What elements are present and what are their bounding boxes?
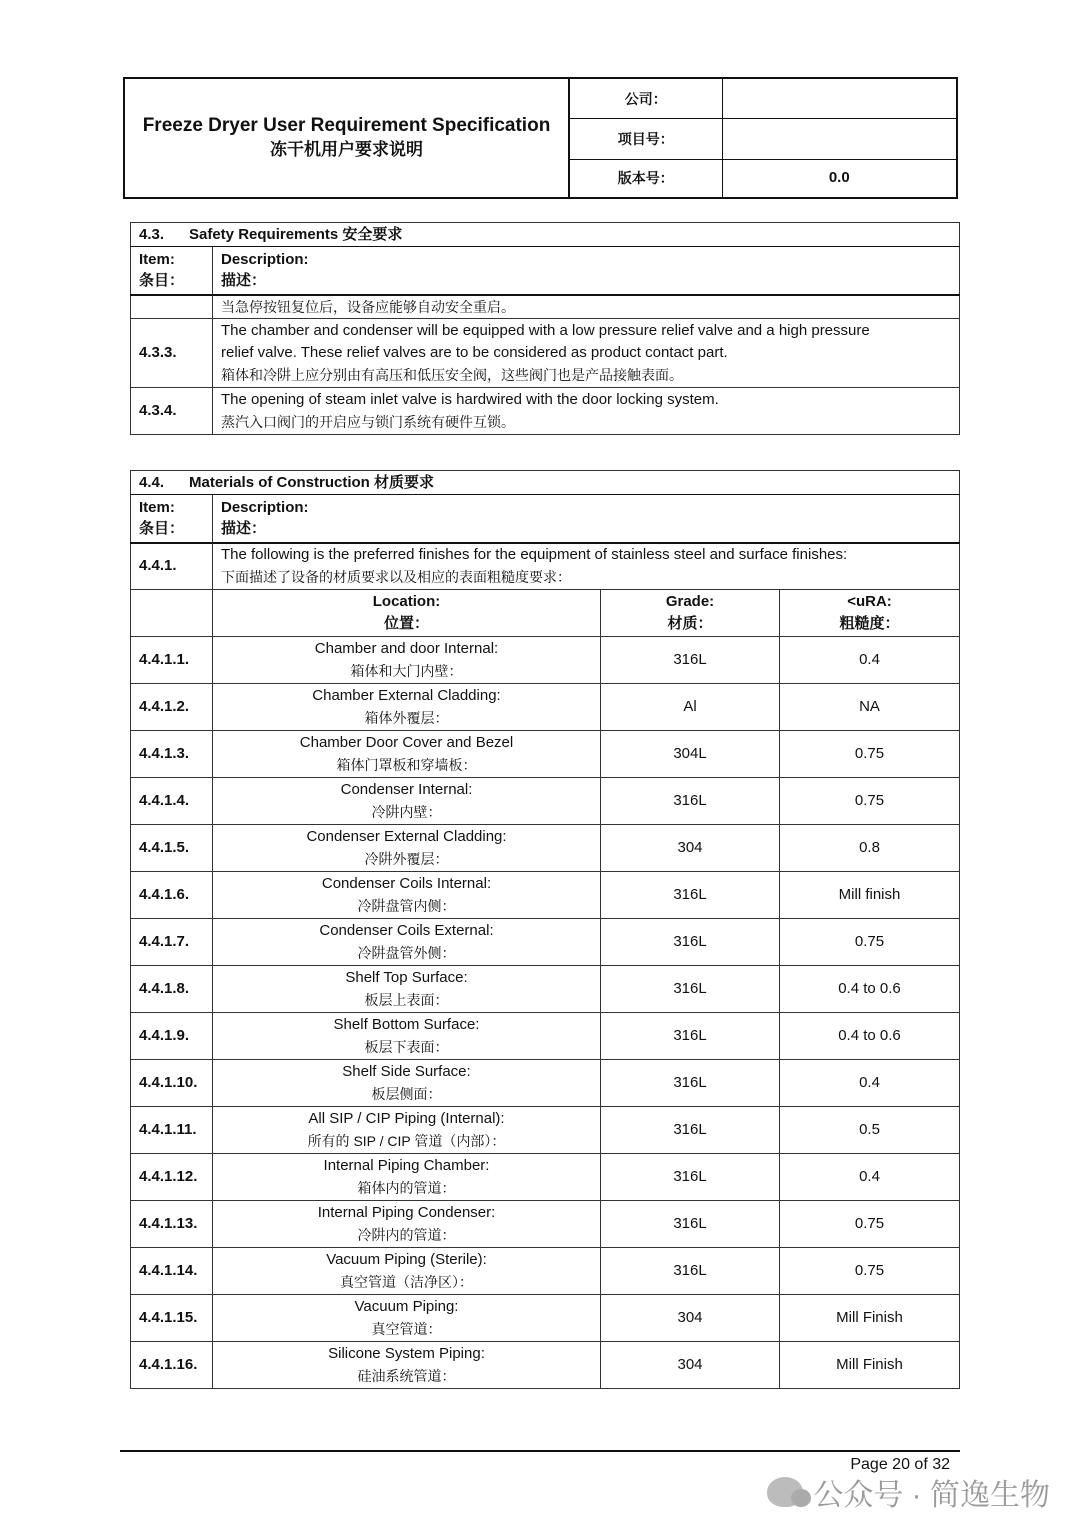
location-cell	[213, 1201, 601, 1248]
item-number: 4.4.1.3.	[131, 731, 213, 778]
table-row	[131, 1342, 960, 1389]
grade-cell: 304	[601, 1342, 780, 1389]
document-title	[124, 78, 569, 198]
page-number: Page 20 of 32	[850, 1456, 950, 1473]
grade-cell: 316L	[601, 1013, 780, 1060]
section-number: 4.3.	[139, 225, 165, 243]
ura-cell: 0.5	[780, 1107, 960, 1154]
item-number: 4.4.1.16.	[131, 1342, 213, 1389]
section-number: 4.4.	[139, 473, 165, 491]
location-cn: 真空管道：	[371, 1321, 442, 1337]
item-header	[131, 495, 213, 543]
description-line: 箱体和冷阱上应分别由有高压和低压安全阀，这些阀门也是产品接触表面。	[221, 367, 683, 383]
location-cn: 冷阱内壁：	[371, 804, 442, 820]
grade-cell: 316L	[601, 1154, 780, 1201]
table-row	[131, 731, 960, 778]
location-en: Chamber Door Cover and Bezel	[299, 734, 514, 751]
intro-en: The following is the preferred finishes for the equipment of stainless steel and surface finishes:	[221, 546, 848, 564]
ura-cell: 0.4	[780, 637, 960, 684]
location-cell	[213, 1060, 601, 1107]
title-cn: 冻干机用户要求说明	[270, 140, 423, 159]
location-cn: 板层上表面：	[364, 992, 449, 1008]
grade-cell: 304	[601, 825, 780, 872]
grade-cell: 316L	[601, 1201, 780, 1248]
location-cell	[213, 825, 601, 872]
ura-cell: Mill Finish	[780, 1295, 960, 1342]
version-value: 0.0	[722, 159, 957, 198]
version-label: 版本号：	[569, 159, 722, 198]
table-row	[131, 319, 960, 388]
section-title-text: Materials of Construction 材质要求	[189, 473, 435, 491]
grade-cell: 316L	[601, 919, 780, 966]
section-title	[131, 223, 960, 247]
location-en: Condenser Coils External:	[319, 922, 494, 939]
item-header-cn: 条目：	[139, 520, 185, 538]
section-title-text: Safety Requirements 安全要求	[189, 225, 403, 243]
ura-cell: 0.75	[780, 778, 960, 825]
location-cn: 箱体门罩板和穿墙板：	[336, 757, 477, 773]
item-number: 4.4.1.14.	[131, 1248, 213, 1295]
location-cell	[213, 1295, 601, 1342]
item-description	[213, 388, 960, 435]
item-header	[131, 247, 213, 295]
description-line: relief valve. These relief valves are to be considered as product contact part.	[221, 344, 728, 361]
watermark	[767, 1470, 1050, 1514]
location-cn: 箱体外覆层：	[364, 710, 449, 726]
location-en: All SIP / CIP Piping (Internal):	[308, 1110, 505, 1127]
table-row	[131, 872, 960, 919]
location-cell	[213, 919, 601, 966]
item-number: 4.4.1.5.	[131, 825, 213, 872]
location-cn: 冷阱外覆层：	[364, 851, 449, 867]
item-number: 4.4.1.12.	[131, 1154, 213, 1201]
location-cn: 真空管道（洁净区）：	[340, 1274, 473, 1290]
ura-header-en: <uRA:	[847, 593, 892, 610]
ura-cell: 0.4	[780, 1060, 960, 1107]
item-header-cn: 条目：	[139, 272, 185, 290]
ura-cell: 0.4	[780, 1154, 960, 1201]
description-header-en: Description:	[221, 499, 309, 517]
location-cell	[213, 966, 601, 1013]
table-row	[131, 1295, 960, 1342]
company-label: 公司：	[569, 78, 722, 119]
location-en: Condenser Coils Internal:	[321, 875, 492, 892]
section-title	[131, 471, 960, 495]
ura-cell: 0.75	[780, 919, 960, 966]
table-row	[131, 919, 960, 966]
project-label: 项目号：	[569, 119, 722, 160]
item-number: 4.4.1.7.	[131, 919, 213, 966]
location-header-cn: 位置：	[383, 615, 429, 632]
location-header-en: Location:	[372, 593, 441, 610]
ura-cell: NA	[780, 684, 960, 731]
table-row	[131, 825, 960, 872]
table-row	[131, 295, 960, 319]
grade-cell: 316L	[601, 1060, 780, 1107]
item-header-en: Item:	[139, 251, 175, 269]
wechat-icon	[767, 1477, 803, 1507]
document-header	[123, 77, 958, 199]
grade-cell: Al	[601, 684, 780, 731]
location-cell	[213, 731, 601, 778]
item-number: 4.4.1.4.	[131, 778, 213, 825]
location-cell	[213, 684, 601, 731]
table-row	[131, 1060, 960, 1107]
grade-cell: 316L	[601, 778, 780, 825]
item-number: 4.3.4.	[131, 388, 213, 435]
table-row	[131, 388, 960, 435]
description-header-cn: 描述：	[221, 272, 267, 290]
location-en: Vacuum Piping (Sterile):	[326, 1251, 487, 1268]
ura-cell: 0.4 to 0.6	[780, 1013, 960, 1060]
location-cn: 板层下表面：	[364, 1039, 449, 1055]
intro-description	[213, 543, 960, 590]
ura-column-header	[780, 590, 960, 637]
location-cn: 冷阱盘管外侧：	[357, 945, 456, 961]
grade-cell: 316L	[601, 966, 780, 1013]
location-en: Internal Piping Chamber:	[323, 1157, 490, 1174]
location-cell	[213, 637, 601, 684]
grade-cell: 304L	[601, 731, 780, 778]
item-number: 4.4.1.9.	[131, 1013, 213, 1060]
footer-rule	[120, 1450, 960, 1452]
location-cell	[213, 1342, 601, 1389]
location-cn: 箱体和大门内壁：	[350, 663, 463, 679]
location-cn: 硅油系统管道：	[357, 1368, 456, 1384]
location-cell	[213, 1013, 601, 1060]
grade-column-header	[601, 590, 780, 637]
grade-cell: 316L	[601, 872, 780, 919]
item-number: 4.4.1.10.	[131, 1060, 213, 1107]
ura-cell: 0.75	[780, 1201, 960, 1248]
grade-header-cn: 材质：	[667, 615, 713, 632]
project-value	[722, 119, 957, 160]
item-description	[213, 295, 960, 319]
location-column-header	[213, 590, 601, 637]
location-cell	[213, 778, 601, 825]
item-description	[213, 319, 960, 388]
table-row	[131, 778, 960, 825]
location-cn: 冷阱盘管内侧：	[357, 898, 456, 914]
item-number: 4.4.1.11.	[131, 1107, 213, 1154]
location-cn: 所有的 SIP / CIP 管道（内部）：	[307, 1133, 506, 1149]
description-header-en: Description:	[221, 251, 309, 269]
table-row	[131, 1013, 960, 1060]
item-number: 4.4.1.6.	[131, 872, 213, 919]
grade-cell: 316L	[601, 1248, 780, 1295]
location-en: Shelf Side Surface:	[342, 1063, 471, 1080]
item-number	[131, 295, 213, 319]
grade-cell: 316L	[601, 637, 780, 684]
location-en: Condenser Internal:	[340, 781, 473, 798]
location-en: Vacuum Piping:	[354, 1298, 459, 1315]
item-number: 4.4.1.8.	[131, 966, 213, 1013]
company-value	[722, 78, 957, 119]
safety-requirements-table	[130, 222, 960, 435]
location-en: Chamber External Cladding:	[312, 687, 501, 704]
location-cell	[213, 872, 601, 919]
ura-cell: Mill finish	[780, 872, 960, 919]
description-line: 蒸汽入口阀门的开启应与锁门系统有硬件互锁。	[221, 414, 515, 430]
table-row	[131, 1201, 960, 1248]
description-line: 当急停按钮复位后，设备应能够自动安全重启。	[221, 298, 515, 315]
location-en: Condenser External Cladding:	[306, 828, 507, 845]
grade-header-en: Grade:	[665, 593, 715, 610]
ura-header-cn: 粗糙度：	[839, 615, 900, 632]
location-en: Silicone System Piping:	[328, 1345, 485, 1362]
ura-cell: 0.4 to 0.6	[780, 966, 960, 1013]
item-number: 4.4.1.1.	[131, 637, 213, 684]
description-header	[213, 495, 960, 543]
location-cell	[213, 1248, 601, 1295]
description-line: The chamber and condenser will be equipped with a low pressure relief valve and a high pressure	[221, 322, 870, 339]
grade-cell: 304	[601, 1295, 780, 1342]
ura-cell: 0.8	[780, 825, 960, 872]
table-row	[131, 1107, 960, 1154]
description-line: The opening of steam inlet valve is hardwired with the door locking system.	[221, 391, 719, 408]
ura-cell: Mill Finish	[780, 1342, 960, 1389]
ura-cell: 0.75	[780, 731, 960, 778]
location-cn: 板层侧面：	[371, 1086, 442, 1102]
table-row	[131, 1248, 960, 1295]
materials-table	[130, 470, 960, 1389]
ura-cell: 0.75	[780, 1248, 960, 1295]
table-row	[131, 637, 960, 684]
blank-cell	[131, 590, 213, 637]
title-en: Freeze Dryer User Requirement Specification	[142, 115, 551, 136]
location-cell	[213, 1154, 601, 1201]
table-row	[131, 1154, 960, 1201]
table-row	[131, 684, 960, 731]
item-number: 4.4.1.15.	[131, 1295, 213, 1342]
watermark-text: 公众号 · 简逸生物	[813, 1479, 1050, 1512]
item-header-en: Item:	[139, 499, 175, 517]
description-header	[213, 247, 960, 295]
location-en: Internal Piping Condenser:	[317, 1204, 496, 1221]
intro-cn: 下面描述了设备的材质要求以及相应的表面粗糙度要求：	[221, 569, 571, 586]
description-header-cn: 描述：	[221, 520, 267, 538]
location-cn: 冷阱内的管道：	[357, 1227, 456, 1243]
location-cn: 箱体内的管道：	[357, 1180, 456, 1196]
location-en: Chamber and door Internal:	[314, 640, 499, 657]
location-en: Shelf Top Surface:	[345, 969, 468, 986]
item-number: 4.3.3.	[131, 319, 213, 388]
table-row	[131, 966, 960, 1013]
location-cell	[213, 1107, 601, 1154]
grade-cell: 316L	[601, 1107, 780, 1154]
location-en: Shelf Bottom Surface:	[333, 1016, 480, 1033]
item-number: 4.4.1.13.	[131, 1201, 213, 1248]
intro-item-number: 4.4.1.	[131, 543, 213, 590]
item-number: 4.4.1.2.	[131, 684, 213, 731]
